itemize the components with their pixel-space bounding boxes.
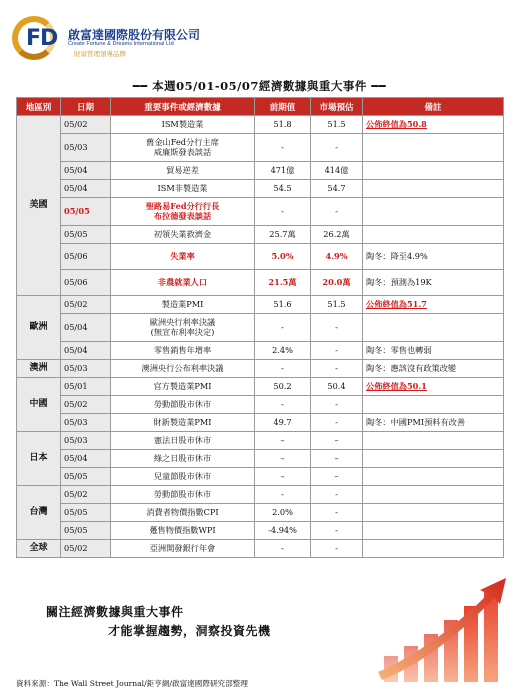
- note-cell: 陶冬：應該沒有政策改變: [363, 360, 504, 378]
- event-cell: 勞動節股市休市: [111, 396, 255, 414]
- forecast-value-cell: -: [311, 504, 363, 522]
- event-cell: 消費者物價指數CPI: [111, 504, 255, 522]
- previous-value-cell: 54.5: [255, 180, 311, 198]
- forecast-value-cell: -: [311, 360, 363, 378]
- forecast-value-cell: -: [311, 486, 363, 504]
- table-row: [17, 432, 504, 450]
- note-cell: 公佈終值為51.7: [363, 296, 504, 314]
- region-cell: 美國: [17, 116, 61, 296]
- event-cell: 非農就業人口: [111, 270, 255, 296]
- note-cell: [363, 180, 504, 198]
- event-cell: 舊金山Fed分行主席 威廉斯發表談話: [111, 134, 255, 162]
- note-cell: [363, 396, 504, 414]
- events-table: [16, 97, 504, 558]
- data-source: 資料來源：The Wall Street Journal/鉅亨網/啟富達國際研究部整理: [16, 679, 248, 688]
- date-cell: 05/06: [61, 270, 111, 296]
- previous-value-cell: -: [255, 314, 311, 342]
- table-row: [17, 486, 504, 504]
- col-date: 日期: [61, 98, 111, 116]
- event-cell: 製造業PMI: [111, 296, 255, 314]
- previous-value-cell: -: [255, 360, 311, 378]
- note-cell: 陶冬：中國PMI預料有改善: [363, 414, 504, 432]
- forecast-value-cell: –: [311, 468, 363, 486]
- table-row: [17, 414, 504, 432]
- forecast-value-cell: 4.9%: [311, 244, 363, 270]
- event-cell: 兒童節股市休市: [111, 468, 255, 486]
- previous-value-cell: –: [255, 468, 311, 486]
- date-cell: 05/02: [61, 540, 111, 558]
- company-name-en: Create Fortune & Dreams International Ltd: [68, 41, 174, 47]
- event-cell: ISM非製造業: [111, 180, 255, 198]
- note-cell: [363, 486, 504, 504]
- previous-value-cell: 51.6: [255, 296, 311, 314]
- note-cell: [363, 540, 504, 558]
- col-event: 重要事件或經濟數據: [111, 98, 255, 116]
- date-cell: 05/02: [61, 486, 111, 504]
- region-cell: 日本: [17, 432, 61, 486]
- previous-value-cell: 21.5萬: [255, 270, 311, 296]
- company-slogan: 財富管理領導品牌: [74, 50, 126, 58]
- event-cell: ISM製造業: [111, 116, 255, 134]
- table-row: [17, 522, 504, 540]
- table-row: [17, 198, 504, 226]
- event-cell: 憲法日股市休市: [111, 432, 255, 450]
- region-cell: 澳洲: [17, 360, 61, 378]
- date-cell: 05/03: [61, 134, 111, 162]
- page-title: ━━ 本週05/01-05/07經濟數據與重大事件 ━━: [132, 79, 387, 93]
- table-row: [17, 342, 504, 360]
- forecast-value-cell: -: [311, 134, 363, 162]
- table-row: [17, 226, 504, 244]
- previous-value-cell: 50.2: [255, 378, 311, 396]
- note-cell: [363, 162, 504, 180]
- date-cell: 05/04: [61, 342, 111, 360]
- note-cell: [363, 432, 504, 450]
- date-cell: 05/03: [61, 414, 111, 432]
- event-cell: 聖路易Fed分行行長 布拉德發表談話: [111, 198, 255, 226]
- forecast-value-cell: –: [311, 432, 363, 450]
- col-forecast: 市場預估: [311, 98, 363, 116]
- logo-mark: FD: [26, 26, 58, 51]
- table-row: [17, 244, 504, 270]
- event-cell: 失業率: [111, 244, 255, 270]
- footer-slogan-1: 關注經濟數據與重大事件: [46, 605, 184, 619]
- forecast-value-cell: -: [311, 396, 363, 414]
- previous-value-cell: -: [255, 540, 311, 558]
- table-row: [17, 540, 504, 558]
- note-cell: [363, 198, 504, 226]
- footer-slogan-2: 才能掌握趨勢，洞察投資先機: [108, 624, 271, 638]
- note-cell: [363, 468, 504, 486]
- forecast-value-cell: –: [311, 450, 363, 468]
- note-cell: [363, 504, 504, 522]
- region-cell: 台灣: [17, 486, 61, 540]
- note-cell: [363, 450, 504, 468]
- previous-value-cell: -: [255, 198, 311, 226]
- note-cell: 陶冬：降至4.9%: [363, 244, 504, 270]
- previous-value-cell: -: [255, 134, 311, 162]
- table-row: [17, 360, 504, 378]
- forecast-value-cell: -: [311, 342, 363, 360]
- forecast-value-cell: 54.7: [311, 180, 363, 198]
- table-row: [17, 378, 504, 396]
- note-cell: 公佈終值為50.1: [363, 378, 504, 396]
- table-row: [17, 134, 504, 162]
- previous-value-cell: 51.8: [255, 116, 311, 134]
- previous-value-cell: 5.0%: [255, 244, 311, 270]
- event-cell: 貿易逆差: [111, 162, 255, 180]
- table-row: [17, 468, 504, 486]
- table-row: [17, 314, 504, 342]
- forecast-value-cell: -: [311, 198, 363, 226]
- previous-value-cell: –: [255, 432, 311, 450]
- note-cell: 陶冬：零售也轉弱: [363, 342, 504, 360]
- forecast-value-cell: 414億: [311, 162, 363, 180]
- event-cell: 財新製造業PMI: [111, 414, 255, 432]
- date-cell: 05/02: [61, 116, 111, 134]
- table-row: [17, 504, 504, 522]
- company-name-cn: 啟富達國際股份有限公司: [68, 28, 201, 42]
- region-cell: 中國: [17, 378, 61, 432]
- forecast-value-cell: 50.4: [311, 378, 363, 396]
- event-cell: 零售銷售年增率: [111, 342, 255, 360]
- date-cell: 05/05: [61, 226, 111, 244]
- table-row: [17, 270, 504, 296]
- date-cell: 05/02: [61, 396, 111, 414]
- event-cell: 綠之日股市休市: [111, 450, 255, 468]
- previous-value-cell: 49.7: [255, 414, 311, 432]
- note-cell: [363, 134, 504, 162]
- date-cell: 05/02: [61, 296, 111, 314]
- date-cell: 05/05: [61, 504, 111, 522]
- date-cell: 05/05: [61, 468, 111, 486]
- previous-value-cell: 471億: [255, 162, 311, 180]
- forecast-value-cell: 51.5: [311, 116, 363, 134]
- col-note: 備註: [363, 98, 504, 116]
- table-row: [17, 116, 504, 134]
- previous-value-cell: 2.0%: [255, 504, 311, 522]
- previous-value-cell: 2.4%: [255, 342, 311, 360]
- note-cell: [363, 522, 504, 540]
- forecast-value-cell: -: [311, 314, 363, 342]
- date-cell: 05/01: [61, 378, 111, 396]
- forecast-value-cell: 26.2萬: [311, 226, 363, 244]
- previous-value-cell: -: [255, 396, 311, 414]
- forecast-value-cell: -: [311, 540, 363, 558]
- col-previous: 前期值: [255, 98, 311, 116]
- previous-value-cell: -4.94%: [255, 522, 311, 540]
- date-cell: 05/05: [61, 198, 111, 226]
- note-cell: [363, 226, 504, 244]
- date-cell: 05/03: [61, 360, 111, 378]
- table-row: [17, 296, 504, 314]
- date-cell: 05/05: [61, 522, 111, 540]
- table-header-row: [17, 98, 504, 116]
- table-body: [17, 116, 504, 558]
- event-cell: 初領失業救濟金: [111, 226, 255, 244]
- date-cell: 05/04: [61, 180, 111, 198]
- forecast-value-cell: 20.0萬: [311, 270, 363, 296]
- note-cell: 公佈終值為50.8: [363, 116, 504, 134]
- date-cell: 05/03: [61, 432, 111, 450]
- table-row: [17, 396, 504, 414]
- previous-value-cell: –: [255, 450, 311, 468]
- region-cell: 全球: [17, 540, 61, 558]
- note-cell: [363, 314, 504, 342]
- date-cell: 05/06: [61, 244, 111, 270]
- table-row: [17, 162, 504, 180]
- forecast-value-cell: -: [311, 414, 363, 432]
- note-cell: 陶冬：預測為19K: [363, 270, 504, 296]
- event-cell: 澳洲央行公布利率決議: [111, 360, 255, 378]
- event-cell: 亞洲開發銀行年會: [111, 540, 255, 558]
- previous-value-cell: 25.7萬: [255, 226, 311, 244]
- event-cell: 勞動節股市休市: [111, 486, 255, 504]
- date-cell: 05/04: [61, 314, 111, 342]
- forecast-value-cell: -: [311, 522, 363, 540]
- forecast-value-cell: 51.5: [311, 296, 363, 314]
- company-header: [12, 14, 212, 64]
- event-cell: 官方製造業PMI: [111, 378, 255, 396]
- region-cell: 歐洲: [17, 296, 61, 360]
- table-row: [17, 450, 504, 468]
- event-cell: 躉售物價指數WPI: [111, 522, 255, 540]
- table-row: [17, 180, 504, 198]
- col-region: 地區別: [17, 98, 61, 116]
- growth-chart-icon: [376, 576, 516, 684]
- date-cell: 05/04: [61, 450, 111, 468]
- previous-value-cell: -: [255, 486, 311, 504]
- event-cell: 歐洲央行利率決議 (無宣布利率決定): [111, 314, 255, 342]
- date-cell: 05/04: [61, 162, 111, 180]
